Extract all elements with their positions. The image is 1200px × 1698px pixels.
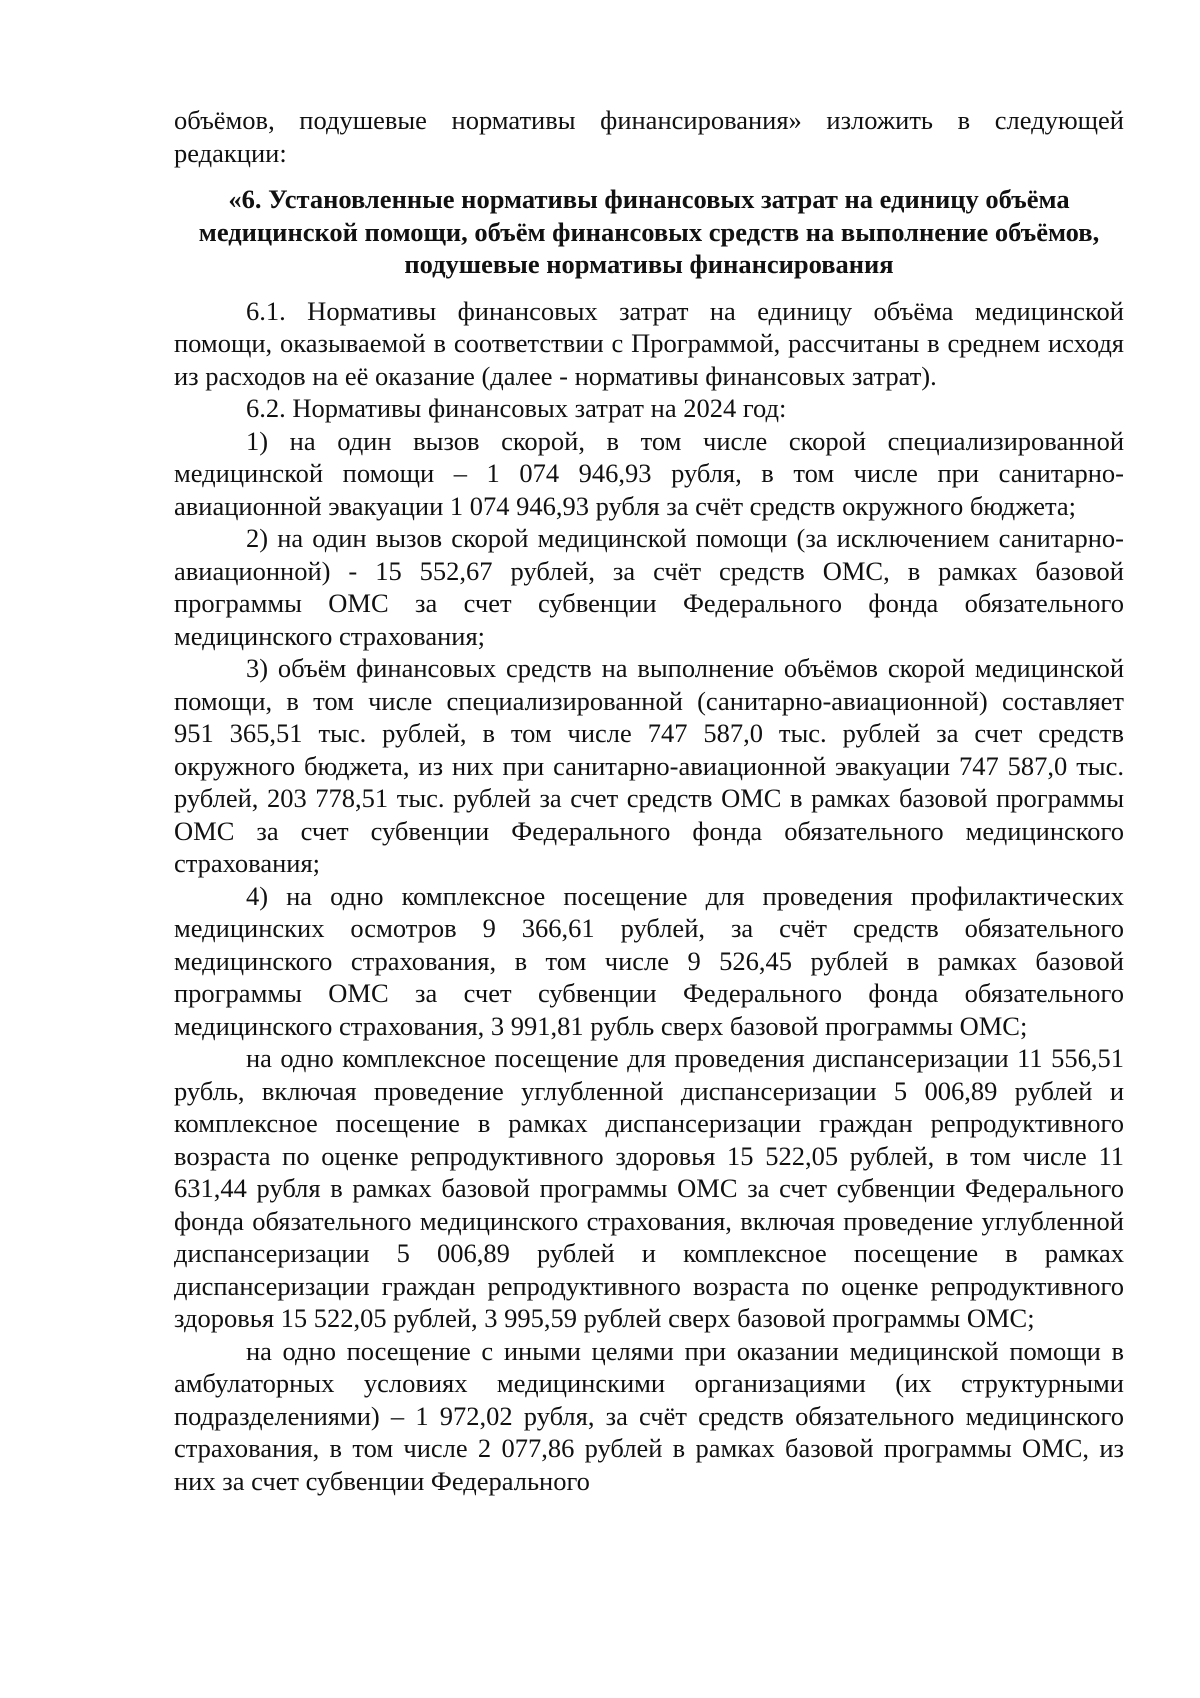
paragraph-item-1: 1) на один вызов скорой, в том числе скорой специализированной медицинской помощи – 1 074 946,93 рубля, в том числе при санитарно-авиационной эвакуации 1 074 946,93 рубля за счёт средств окружного бюджета; bbox=[174, 425, 1124, 521]
section-heading: «6. Установленные нормативы финансовых затрат на единицу объёма медицинской помощи, объём финансовых средств на выполнение объёмов, подушевые нормативы финансирования bbox=[198, 184, 1100, 279]
paragraph-other-visits: на одно посещение с иными целями при оказании медицинской помощи в амбулаторных условиях медицинскими организациями (их структурными подразделениями) – 1 972,02 рубля, за счёт средств обязательного медицинского страхования, в том числе 2 077,86 рублей в рамках базовой программы ОМС, из них за счет субвенции Федерального bbox=[174, 1335, 1124, 1496]
paragraph-dispensary: на одно комплексное посещение для проведения диспансеризации 11 556,51 рубль, включая проведение углубленной диспансеризации 5 006,89 рублей и комплексное посещение в рамках диспансеризации граждан репродуктивного возраста по оценке репродуктивного здоровья 15 522,05 рублей, в том числе 11 631,44 рубля в рамках базовой программы ОМС за счет субвенции Федерального фонда обязательного медицинского страхования, включая проведение углубленной диспансеризации 5 006,89 рублей и комплексное посещение в рамках диспансеризации граждан репродуктивного возраста по оценке репродуктивного здоровья 15 522,05 рублей, 3 995,59 рублей сверх базовой программы ОМС; bbox=[174, 1043, 1124, 1333]
intro-paragraph: объёмов, подушевые нормативы финансирования» изложить в следующей редакции: bbox=[174, 105, 1124, 168]
paragraph-item-3: 3) объём финансовых средств на выполнение объёмов скорой медицинской помощи, в том числе специализированной (санитарно-авиационной) составляет 951 365,51 тыс. рублей, в том числе 747 587,0 тыс. рублей за счет средств окружного бюджета, из них при санитарно-авиационной эвакуации 747 587,0 тыс. рублей, 203 778,51 тыс. рублей за счет средств ОМС в рамках базовой программы ОМС за счет субвенции Федерального фонда обязательного медицинского страхования; bbox=[174, 653, 1124, 878]
paragraph-item-4: 4) на одно комплексное посещение для проведения профилактических медицинских осмотров 9 366,61 рублей, за счёт средств обязательного медицинского страхования, в том числе 9 526,45 рублей в рамках базовой программы ОМС за счет субвенции Федерального фонда обязательного медицинского страхования, 3 991,81 рубль сверх базовой программы ОМС; bbox=[174, 880, 1124, 1041]
document-page bbox=[174, 104, 1124, 1497]
paragraph-6-1: 6.1. Нормативы финансовых затрат на единицу объёма медицинской помощи, оказываемой в соответствии с Программой, рассчитаны в среднем исходя из расходов на её оказание (далее - нормативы финансовых затрат). bbox=[174, 295, 1124, 391]
paragraph-item-2: 2) на один вызов скорой медицинской помощи (за исключением санитарно-авиационной) - 15 552,67 рублей, за счёт средств ОМС, в рамках базовой программы ОМС за счет субвенции Федерального фонда обязательного медицинского страхования; bbox=[174, 523, 1124, 651]
paragraph-6-2: 6.2. Нормативы финансовых затрат на 2024 год: bbox=[246, 393, 787, 423]
